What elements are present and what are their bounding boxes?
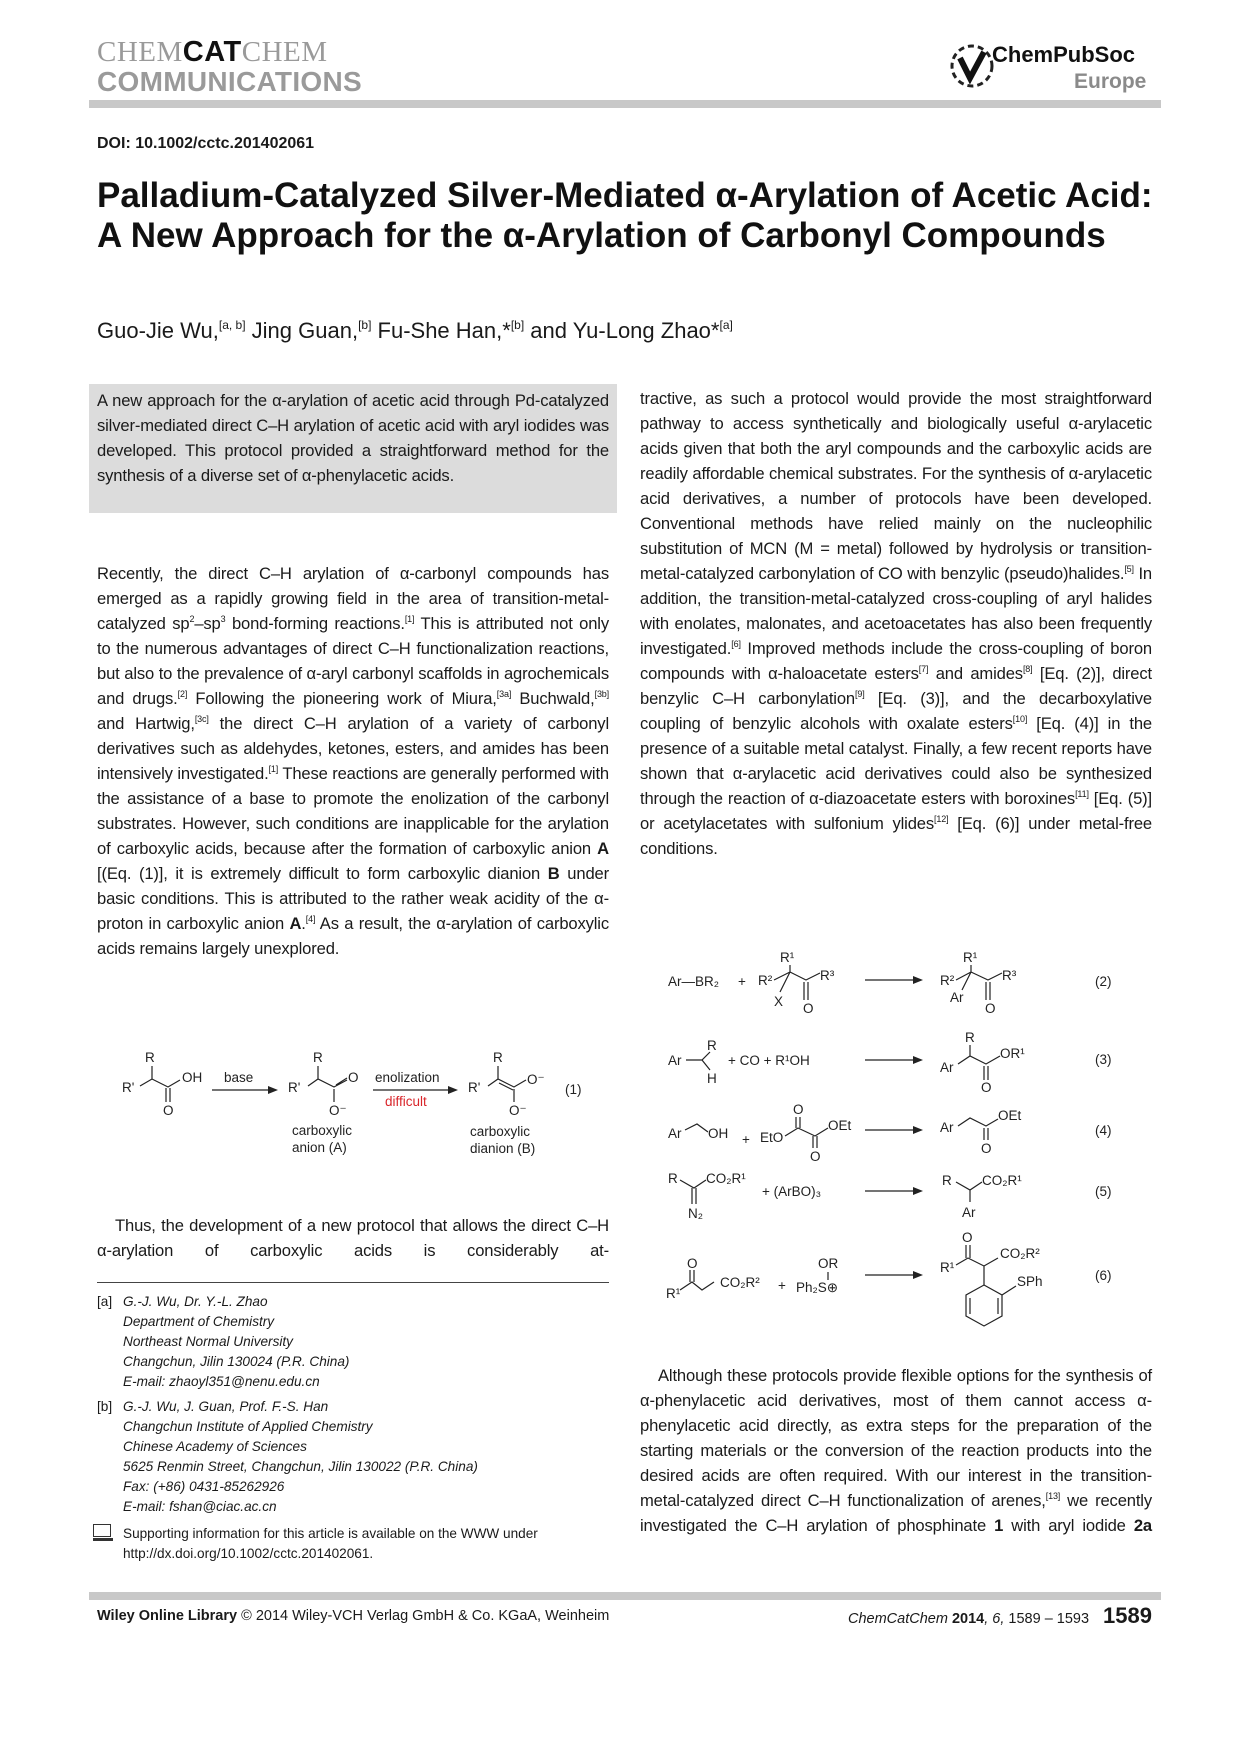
scheme-label: Ar—BR₂ bbox=[668, 974, 719, 989]
affiliation-email: E-mail: fshan@ciac.ac.cn bbox=[123, 1499, 277, 1514]
scheme-label: R¹ bbox=[780, 950, 795, 965]
scheme-label: O⁻ bbox=[329, 1103, 347, 1118]
equation-number: (1) bbox=[565, 1082, 582, 1097]
abstract-text: A new approach for the α-arylation of acetic acid through Pd-catalyzed silver-mediated direct C–H arylation of acetic acid with aryl iodides was developed. This protocol provided a straightforward method for the synthesis of a diverse set of α-phenylacetic acids. bbox=[97, 391, 609, 485]
body-paragraph: tractive, as such a protocol would provide the most straightforward pathway to access synthetically and biologically useful α-arylacetic acids given that both the aryl compounds and the carboxylic acids are readily affordable chemical substrates. For the synthesis of α-arylacetic acid derivatives, a number of protocols have been developed. Conventional methods have relied mainly on the nucleophilic substitution of MCN (M = metal) followed by hydrolysis or transition-metal-catalyzed carbonylation of CO with benzylic (pseudo)halides.[5] In addition, the transition-metal-catalyzed cross-coupling of aryl halides with enolates, malonates, and acetoacetates has also been frequently investigated.[6] Improved methods include the cross-coupling of boron compounds with α-haloacetate esters[7] and amides[8] [Eq. (2)], direct benzylic C–H carbonylation[9] [Eq. (3)], and the decarboxylative coupling of benzylic alcohols with oxalate esters[10] [Eq. (4)] in the presence of a suitable metal catalyst. Finally, a few recent reports have shown that α-arylacetic acid derivatives could also be synthesized through the reaction of α-diazoacetate esters with boroxines[11] [Eq. (5)] or acetylacetates with sulfonium ylides[12] [Eq. (6)] under metal-free conditions. bbox=[640, 389, 1153, 858]
copyright: © 2014 Wiley-VCH Verlag GmbH & Co. KGaA, Weinheim bbox=[237, 1608, 610, 1624]
scheme-label: R¹ bbox=[963, 950, 978, 965]
scheme-label: R bbox=[145, 1050, 155, 1065]
scheme-label: R² bbox=[758, 973, 773, 988]
scheme-label: enolization bbox=[375, 1070, 440, 1085]
citation-volume: , 6, bbox=[984, 1611, 1005, 1627]
computer-icon bbox=[93, 1524, 113, 1542]
journal-name-part: CAT bbox=[182, 36, 242, 68]
logo-text: Europe bbox=[1074, 70, 1147, 93]
affiliation-a bbox=[97, 1292, 350, 1392]
scheme-label: O bbox=[810, 1149, 821, 1164]
scheme-label: CO₂R¹ bbox=[706, 1171, 746, 1186]
article-title: Palladium-Catalyzed Silver-Mediated α-Arylation of Acetic Acid: A New Approach for the α-Arylation of Carbonyl Compounds bbox=[97, 176, 1153, 255]
body-paragraph: Although these protocols provide flexible options for the synthesis of α-phenylacetic acid derivatives, most of them cannot access α-phenylacetic acid directly, as extra steps for the preparation of the starting materials or the conversion of the reaction products into the desired acids are often required. With our interest in the transition-metal-catalyzed direct C–H functionalization of arenes,[13] we recently investigated the C–H arylation of phosphinate 1 with aryl iodide 2a bbox=[640, 1366, 1152, 1535]
body-paragraph: Thus, the development of a new protocol that allows the direct C–H α-arylation of carboxylic acids is considerably at- bbox=[97, 1216, 609, 1260]
scheme-label: Ar bbox=[940, 1120, 954, 1135]
scheme-label: CO₂R¹ bbox=[982, 1173, 1022, 1188]
journal-name-part: CHEM bbox=[241, 36, 328, 68]
scheme-label: Ar bbox=[668, 1126, 682, 1141]
scheme-label: O bbox=[981, 1141, 992, 1156]
scheme-label: R' bbox=[288, 1080, 301, 1095]
page-number: 1589 bbox=[1103, 1603, 1152, 1628]
scheme-label: O bbox=[348, 1070, 359, 1085]
affiliation-line: Chinese Academy of Sciences bbox=[123, 1439, 307, 1454]
supporting-info-link[interactable]: http://dx.doi.org/10.1002/cctc.201402061. bbox=[123, 1546, 374, 1561]
footnote-rule bbox=[97, 1282, 609, 1283]
scheme-label: O bbox=[962, 1230, 973, 1245]
section-label: COMMUNICATIONS bbox=[97, 66, 362, 97]
scheme-label: R³ bbox=[1002, 968, 1017, 983]
affiliation-line: G.-J. Wu, J. Guan, Prof. F.-S. Han bbox=[123, 1399, 329, 1414]
footnote-tag: [b] bbox=[97, 1399, 113, 1414]
scheme-2-6 bbox=[640, 940, 1160, 1340]
equation-number: (3) bbox=[1095, 1052, 1112, 1067]
arrow-head-icon bbox=[448, 1086, 458, 1094]
scheme-caption: carboxylic bbox=[292, 1123, 353, 1138]
scheme-label: Ar bbox=[668, 1053, 682, 1068]
scheme-label: base bbox=[224, 1070, 254, 1085]
abstract-box bbox=[89, 384, 617, 513]
chempubsoc-logo bbox=[944, 38, 1154, 96]
scheme-label: OEt bbox=[998, 1108, 1022, 1123]
scheme-label: + (ArBO)₃ bbox=[762, 1184, 822, 1199]
scheme-label: Ar bbox=[940, 1060, 954, 1075]
scheme-label: OH bbox=[182, 1070, 203, 1085]
arrow-head-icon bbox=[268, 1086, 278, 1094]
scheme-label: R bbox=[493, 1050, 503, 1065]
scheme-label: O⁻ bbox=[509, 1103, 527, 1118]
citation-year: 2014 bbox=[947, 1611, 985, 1627]
scheme-caption: anion (A) bbox=[292, 1140, 347, 1155]
scheme-label: R³ bbox=[820, 968, 835, 983]
scheme-label: OEt bbox=[828, 1118, 852, 1133]
footnote-tag: [a] bbox=[97, 1294, 113, 1309]
equation-number: (6) bbox=[1095, 1268, 1112, 1283]
scheme-label: Ar bbox=[962, 1205, 976, 1220]
wiley-online-library-link[interactable]: Wiley Online Library bbox=[97, 1608, 238, 1624]
equation-number: (2) bbox=[1095, 974, 1112, 989]
scheme-label-difficult: difficult bbox=[385, 1094, 427, 1109]
scheme-label: R¹ bbox=[666, 1286, 681, 1301]
scheme-label: R bbox=[965, 1030, 975, 1045]
scheme-label: R bbox=[707, 1038, 717, 1053]
affiliation-line: Fax: (+86) 0431-85262926 bbox=[123, 1479, 285, 1494]
scheme-label: Ph₂S⊕ bbox=[796, 1280, 839, 1295]
scheme-label: CO₂R² bbox=[720, 1275, 760, 1290]
affiliation-line: Changchun, Jilin 130024 (P.R. China) bbox=[123, 1354, 350, 1369]
scheme-label: H bbox=[707, 1071, 717, 1086]
scheme-label: X bbox=[774, 994, 784, 1009]
scheme-label: SPh bbox=[1017, 1274, 1043, 1289]
header-rule bbox=[89, 100, 1161, 108]
scheme-label: R¹ bbox=[940, 1260, 955, 1275]
scheme-label: + bbox=[742, 1132, 750, 1147]
scheme-label: R bbox=[942, 1173, 952, 1188]
scheme-label: CO₂R² bbox=[1000, 1246, 1040, 1261]
scheme-label: OR bbox=[818, 1256, 839, 1271]
scheme-label: O bbox=[985, 1001, 996, 1016]
authors: Guo-Jie Wu,[a, b] Jing Guan,[b] Fu-She Han,*[b] and Yu-Long Zhao*[a] bbox=[97, 318, 733, 343]
scheme-label: O bbox=[803, 1001, 814, 1016]
scheme-label: R bbox=[313, 1050, 323, 1065]
journal-name bbox=[97, 36, 328, 69]
scheme-label: N₂ bbox=[688, 1206, 703, 1221]
scheme-label: + bbox=[738, 974, 746, 989]
scheme-label: O bbox=[687, 1256, 698, 1271]
scheme-1 bbox=[100, 1040, 620, 1220]
scheme-label: OR¹ bbox=[1000, 1046, 1025, 1061]
scheme-caption: dianion (B) bbox=[470, 1141, 536, 1156]
scheme-label: O bbox=[793, 1102, 804, 1117]
body-paragraph: Recently, the direct C–H arylation of α-carbonyl compounds has emerged as a rapidly growing field in the area of transition-metal-catalyzed $sp^2-sp^3$ bond-forming reactions.[1] This is attributed not only to the numerous advantages of direct C–H functionalization reactions, but also to the prevalence of α-aryl carbonyl scaffolds in agrochemicals and drugs.[2] Following the pioneering work of Miura,[3a] Buchwald,[3b] and Hartwig,[3c] the direct C–H arylation of a variety of carbonyl derivatives such as aldehydes, ketones, esters, and amides has been intensively investigated.[1] These reactions are generally performed with the assistance of a base to promote the enolization of the carbonyl substrates. However, such conditions are inapplicable for the arylation of carboxylic acids, because after the formation of carboxylic anion A [(Eq. (1)], it is extremely difficult to form carboxylic dianion B under basic conditions. This is attributed to the rather weak acidity of the α-proton in carboxylic anion A.[4] As a result, the α-arylation of carboxylic acids remains largely unexplored. bbox=[97, 564, 610, 958]
affiliation-line: 5625 Renmin Street, Changchun, Jilin 130022 (P.R. China) bbox=[123, 1459, 478, 1474]
footer-left bbox=[97, 1608, 609, 1624]
supporting-info-text: Supporting information for this article is available on the WWW under bbox=[123, 1526, 538, 1541]
journal-name-part: CHEM bbox=[97, 36, 183, 68]
equation-number: (5) bbox=[1095, 1184, 1112, 1199]
scheme-label: O bbox=[163, 1103, 174, 1118]
scheme-label: R' bbox=[122, 1080, 135, 1095]
scheme-label: R bbox=[668, 1171, 678, 1186]
affiliation-email: E-mail: zhaoyl351@nenu.edu.cn bbox=[123, 1374, 320, 1389]
affiliation-line: Northeast Normal University bbox=[123, 1334, 293, 1349]
scheme-label: Ar bbox=[950, 990, 964, 1005]
scheme-label: R' bbox=[468, 1080, 481, 1095]
scheme-label: OH bbox=[708, 1126, 729, 1141]
journal-citation: ChemCatChem bbox=[848, 1611, 948, 1627]
doi: DOI: 10.1002/cctc.201402061 bbox=[97, 135, 315, 152]
affiliation-line: Department of Chemistry bbox=[123, 1314, 275, 1329]
scheme-label: EtO bbox=[760, 1130, 784, 1145]
supporting-info bbox=[123, 1524, 538, 1564]
footer-rule bbox=[89, 1592, 1161, 1600]
footer-right bbox=[848, 1603, 1152, 1629]
scheme-label: R² bbox=[940, 973, 955, 988]
affiliation-line: G.-J. Wu, Dr. Y.-L. Zhao bbox=[123, 1294, 268, 1309]
scheme-caption: carboxylic bbox=[470, 1124, 531, 1139]
scheme-label: + CO + R¹OH bbox=[728, 1053, 810, 1068]
reaction-arrows bbox=[865, 976, 923, 1279]
scheme-label: O bbox=[981, 1080, 992, 1095]
affiliation-b bbox=[97, 1397, 478, 1517]
scheme-label: + bbox=[778, 1278, 786, 1293]
citation-pages: 1589 – 1593 bbox=[1004, 1611, 1090, 1627]
star-seal-icon bbox=[944, 38, 1154, 96]
equation-number: (4) bbox=[1095, 1123, 1112, 1138]
scheme-label: O⁻ bbox=[527, 1072, 545, 1087]
affiliation-line: Changchun Institute of Applied Chemistry bbox=[123, 1419, 373, 1434]
logo-text: ChemPubSoc bbox=[992, 42, 1136, 67]
